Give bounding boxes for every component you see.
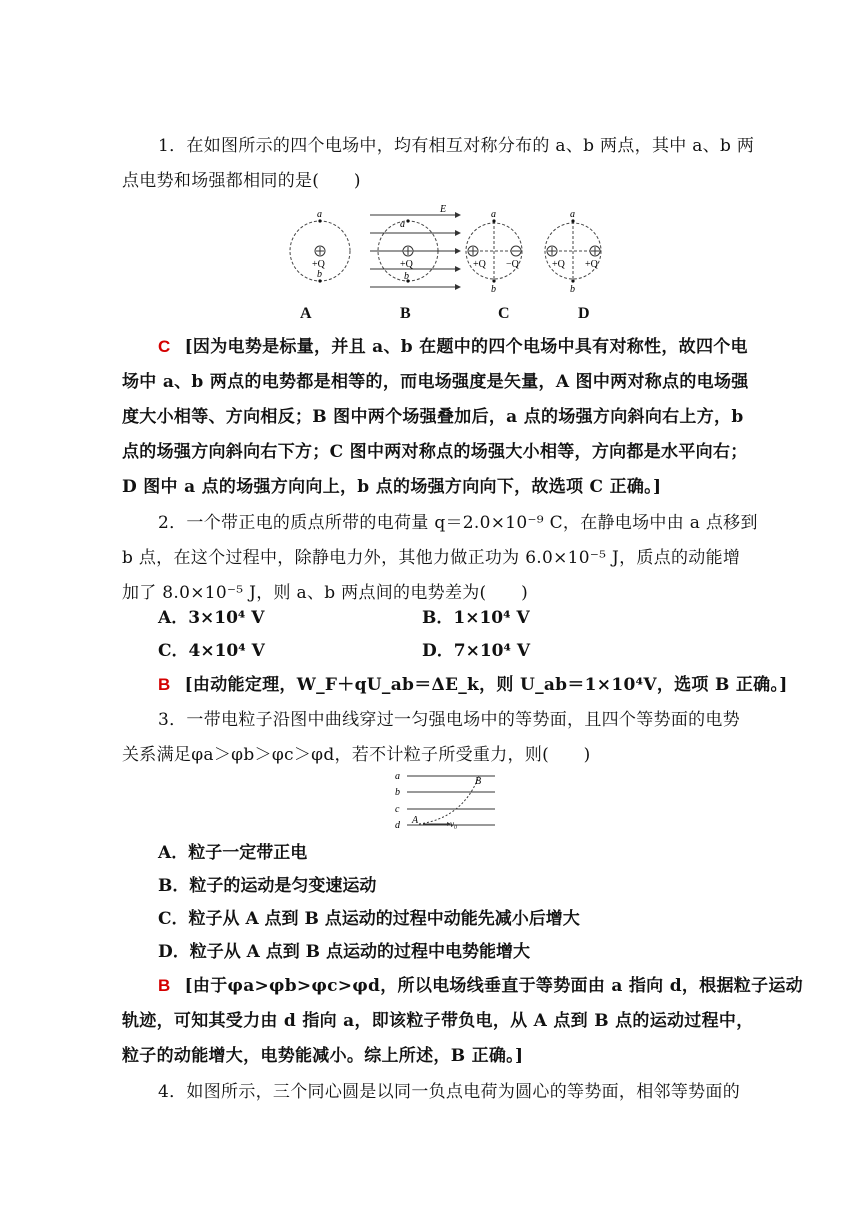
- q3-label-v0: v₀: [450, 819, 458, 829]
- q3-answer: B: [158, 976, 171, 995]
- q2-option-b: B．1×10⁴ V: [422, 608, 530, 628]
- q2-option-c: C．4×10⁴ V: [158, 641, 265, 661]
- q1-stem-line1: 1．在如图所示的四个电场中，均有相互对称分布的 a、b 两点，其中 a、b 两: [158, 136, 755, 156]
- q3-label-b: b: [395, 787, 400, 798]
- fig-b-label-q: +Q: [400, 259, 413, 270]
- q3-explanation-line3: 粒子的动能增大，电势能减小。综上所述，B 正确。]: [122, 1046, 524, 1066]
- fig-d-label-b: b: [570, 284, 575, 295]
- fig-c-label-plusq: +Q: [473, 259, 486, 270]
- q1-field-figures: [280, 203, 620, 302]
- q3-explanation-line2: 轨迹，可知其受力由 d 指向 a，即该粒子带负电，从 A 点到 B 点的运动过程中，: [122, 1011, 754, 1031]
- fig-a-label-b: b: [317, 269, 322, 280]
- q3-label-point-a: A: [412, 815, 419, 826]
- fig-d-label-a: a: [570, 209, 575, 220]
- fig-b-label-a: a: [400, 219, 405, 230]
- fig-c-label-a: a: [491, 209, 496, 220]
- fig-label-b: B: [400, 305, 411, 322]
- fig-b-label-e: E: [440, 204, 447, 215]
- fig-b-label-b: b: [404, 271, 409, 282]
- q1-explanation-line4: 点的场强方向斜向右下方；C 图中两对称点的场强大小相等，方向都是水平向右；: [122, 442, 748, 462]
- q2-stem-line1: 2．一个带正电的质点所带的电荷量 q＝2.0×10⁻⁹ C，在静电场中由 a 点移到: [158, 513, 758, 533]
- q3-label-point-b: B: [475, 776, 482, 787]
- q3-explanation-line1: [158, 973, 803, 999]
- q1-exp-text1: [因为电势是标量，并且 a、b 在题中的四个电场中具有对称性，故四个电: [184, 337, 748, 357]
- q2-exp-text: [由动能定理，W_F＋qU_ab＝ΔE_k，则 U_ab＝1×10⁴V，选项 B 正确。]: [184, 675, 788, 695]
- q3-label-c: c: [395, 804, 400, 815]
- q3-equipotential-figure: [395, 768, 500, 834]
- q4-stem-line1: 4．如图所示，三个同心圆是以同一负点电荷为圆心的等势面，相邻等势面的: [158, 1082, 741, 1102]
- q2-explanation: [158, 672, 788, 698]
- fig-c-label-minusq: −Q: [506, 259, 519, 270]
- q3-stem-line1: 3．一带电粒子沿图中曲线穿过一匀强电场中的等势面，且四个等势面的电势: [158, 710, 741, 730]
- q3-label-a: a: [395, 771, 400, 782]
- fig-label-c: C: [498, 305, 510, 322]
- q2-stem-line2: b 点，在这个过程中，除静电力外，其他力做正功为 6.0×10⁻⁵ J，质点的动能增: [122, 548, 741, 568]
- q2-answer: B: [158, 675, 171, 694]
- q1-stem-line2: 点电势和场强都相同的是( ): [122, 171, 361, 191]
- q3-option-a: A．粒子一定带正电: [158, 843, 308, 863]
- q3-option-b: B．粒子的运动是匀变速运动: [158, 876, 377, 896]
- fig-a-label-a: a: [317, 209, 322, 220]
- q3-exp-text1: [由于φa>φb>φc>φd，所以电场线垂直于等势面由 a 指向 d，根据粒子运动: [184, 976, 803, 996]
- q3-label-d: d: [395, 820, 400, 830]
- fig-label-d: D: [578, 305, 590, 322]
- q1-explanation-line5: D 图中 a 点的场强方向向上，b 点的场强方向向下，故选项 C 正确。]: [122, 477, 662, 497]
- q3-option-d: D．粒子从 A 点到 B 点运动的过程中电势能增大: [158, 942, 530, 962]
- fig-c-label-b: b: [491, 284, 496, 295]
- figure-c: [466, 209, 522, 295]
- figure-a: [290, 209, 350, 283]
- fig-d-label-q1: +Q: [552, 259, 565, 270]
- figure-d: [545, 209, 601, 295]
- q1-answer: C: [158, 337, 171, 356]
- fig-a-label-q: +Q: [312, 259, 325, 270]
- q2-option-d: D．7×10⁴ V: [422, 641, 531, 661]
- q3-stem-line2: 关系满足φa＞φb＞φc＞φd，若不计粒子所受重力，则( ): [122, 745, 591, 765]
- q1-explanation-line3: 度大小相等、方向相反；B 图中两个场强叠加后，a 点的场强方向斜向右上方，b: [122, 407, 744, 427]
- fig-label-a: A: [300, 305, 312, 322]
- q2-option-a: A．3×10⁴ V: [158, 608, 265, 628]
- fig-d-label-q2: +Q: [585, 259, 598, 270]
- q3-option-c: C．粒子从 A 点到 B 点运动的过程中动能先减小后增大: [158, 909, 580, 929]
- q1-explanation-line1: [158, 334, 748, 360]
- q1-explanation-line2: 场中 a、b 两点的电势都是相等的，而电场强度是矢量，A 图中两对称点的电场强: [122, 372, 749, 392]
- figure-b: [370, 204, 461, 290]
- q2-stem-line3: 加了 8.0×10⁻⁵ J，则 a、b 两点间的电势差为( ): [122, 583, 529, 603]
